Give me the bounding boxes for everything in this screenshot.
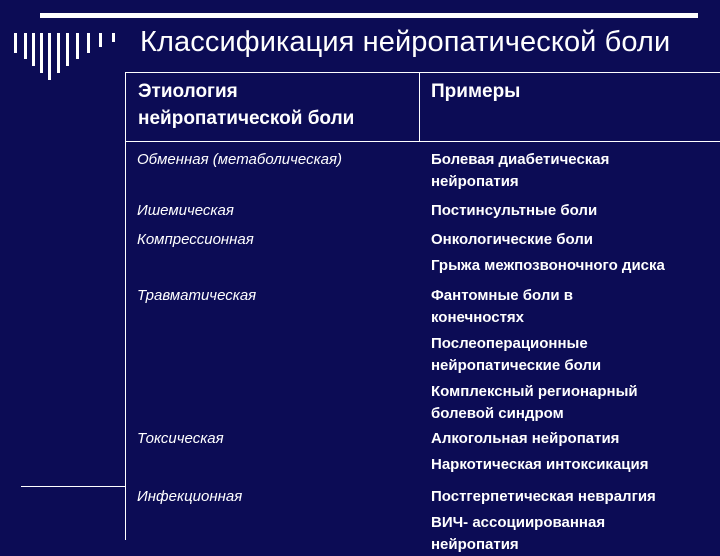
classification-table: [125, 72, 720, 553]
example-line: Алкогольная нейропатия: [431, 430, 620, 447]
examples-cell: [431, 486, 656, 556]
example-line: нейропатия: [431, 536, 519, 553]
etiology-cell: Токсическая: [137, 430, 224, 447]
examples-cell: [431, 200, 597, 222]
example-line: Болевая диабетическая: [431, 151, 610, 168]
example-line: Грыжа межпозвоночного диска: [431, 257, 665, 274]
example-line: конечностях: [431, 309, 525, 326]
example-line: Постгерпетическая невралгия: [431, 488, 656, 505]
table-border-top: [125, 72, 720, 73]
header-etiology-line: нейропатической боли: [138, 108, 355, 129]
column-divider: [419, 72, 420, 141]
examples-cell: [431, 229, 665, 277]
example-line: Постинсультные боли: [431, 202, 598, 219]
example-line: Наркотическая интоксикация: [431, 456, 649, 473]
examples-cell: [431, 285, 638, 425]
etiology-cell: Обменная (метаболическая): [137, 151, 343, 168]
example-line: Послеоперационные: [431, 335, 588, 352]
table-border-left: [125, 72, 126, 540]
left-extension-line: [21, 486, 125, 487]
examples-cell: [431, 149, 609, 193]
etiology-cell: Инфекционная: [137, 488, 243, 505]
header-etiology: [138, 78, 354, 132]
etiology-cell: Компрессионная: [137, 231, 254, 248]
header-etiology-line: Этиология: [138, 81, 238, 102]
top-rule: [40, 13, 698, 18]
example-line: болевой синдром: [431, 405, 564, 422]
example-line: нейропатия: [431, 173, 519, 190]
header-examples: Примеры: [431, 81, 521, 102]
example-line: Онкологические боли: [431, 231, 594, 248]
etiology-cell: Травматическая: [137, 287, 257, 304]
decorative-bars: [14, 33, 134, 83]
slide-title: Классификация нейропатической боли: [140, 26, 671, 58]
examples-cell: [431, 428, 648, 476]
example-line: нейропатические боли: [431, 357, 602, 374]
etiology-cell: Ишемическая: [137, 202, 234, 219]
example-line: Фантомные боли в: [431, 287, 573, 304]
example-line: Комплексный регионарный: [431, 383, 638, 400]
header-divider: [125, 141, 720, 142]
example-line: ВИЧ- ассоциированная: [431, 514, 606, 531]
